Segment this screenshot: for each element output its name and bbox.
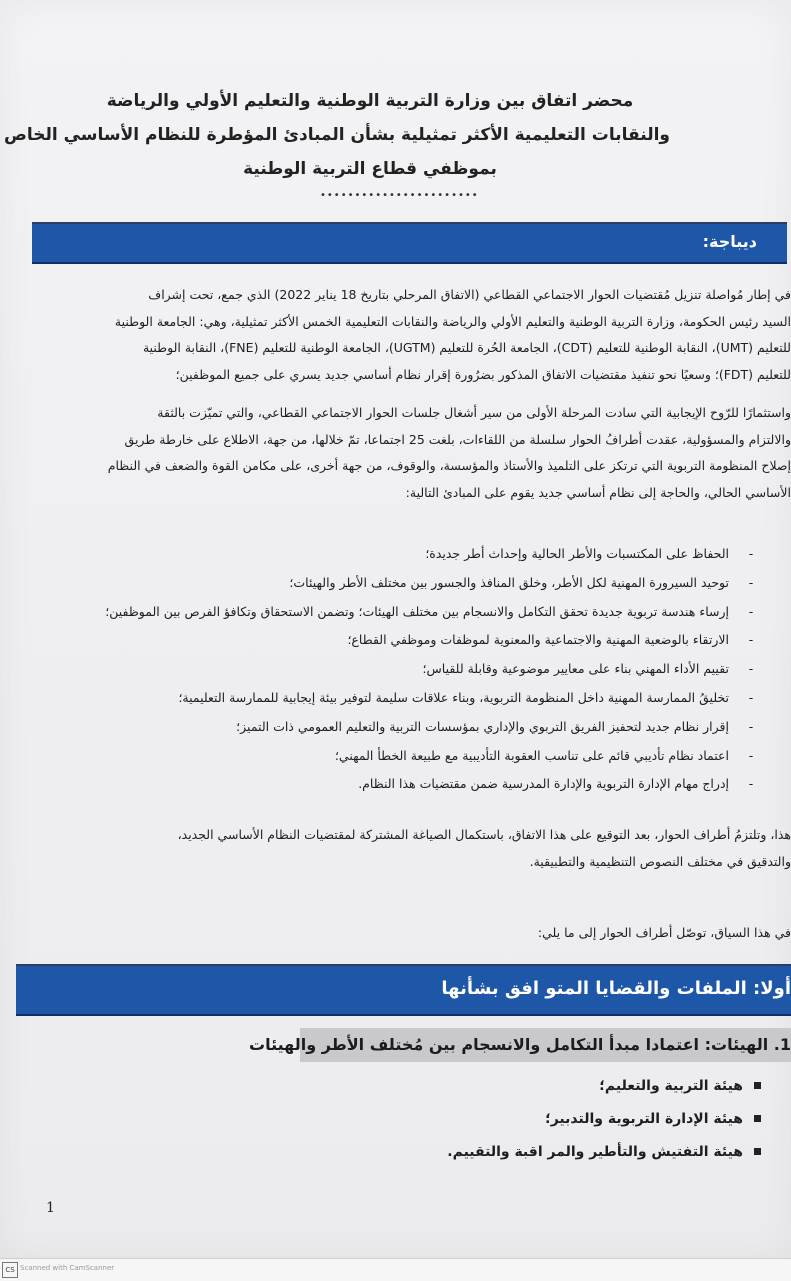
list-item xyxy=(30,655,761,684)
bullet-dash: - xyxy=(748,661,754,677)
section-1-heading: أولا: الملفات والقضايا المتو افق بشأنها xyxy=(441,978,791,999)
list-item xyxy=(400,1136,761,1169)
section-1-bar xyxy=(16,964,791,1016)
principle-text: إرساء هندسة تربوية جديدة تحقق التكامل والانسجام بين مختلف الهيئات؛ وتضمن الاستحقاق وتكافؤ الفرص بين الموظفين؛ xyxy=(105,603,729,619)
list-item xyxy=(30,770,761,799)
paragraph-line: السيد رئيس الحكومة، وزارة التربية الوطنية والتعليم الأولي والرياضة والنقابات التعليمية الخمس الأكثر تمثيلية، وهي: الجامعة الوطنية xyxy=(114,313,791,329)
list-item xyxy=(30,540,761,569)
principle-text: إقرار نظام جديد لتحفيز الفريق التربوي والإداري بمؤسسات التربية والتعليم العمومي ذات التميز؛ xyxy=(236,718,729,734)
principle-text: تقييم الأداء المهني بناء على معايير موضوعية وقابلة للقياس؛ xyxy=(422,661,729,677)
paragraph-line: للتعليم (UMT)، النقابة الوطنية للتعليم (CDT)، الجامعة الحُرة للتعليم (UGTM)، الجامعة الوطنية للتعليم (FNE)، النقابة الوطنية xyxy=(142,340,791,355)
body-text: هيئة التفتيش والتأطير والمر اقبة والتقييم. xyxy=(447,1144,743,1160)
principle-text: الحفاظ على المكتسبات والأطر الحالية وإحداث أطر جديدة؛ xyxy=(425,546,729,561)
list-item xyxy=(30,626,761,655)
list-item xyxy=(400,1103,761,1136)
list-item xyxy=(400,1070,761,1103)
camscanner-logo-icon: CS xyxy=(2,1262,18,1278)
document-title xyxy=(3,84,670,186)
bullet-dash: - xyxy=(748,546,754,561)
principle-text: اعتماد نظام تأديبي قائم على تناسب العقوبة التأديبية مع طبيعة الخطأ المهني؛ xyxy=(334,747,729,763)
bullet-dash: - xyxy=(748,776,754,792)
list-item xyxy=(30,713,761,742)
list-item xyxy=(30,742,761,771)
subsection-highlight xyxy=(249,1028,791,1062)
bullet-dash: - xyxy=(748,632,754,648)
title-line-2: والنقابات التعليمية الأكثر تمثيلية بشأن المبادئ المؤطرة للنظام الأساسي الخاص xyxy=(3,125,670,145)
paragraph-line: هذا، وتلتزمُ أطراف الحوار، بعد التوقيع على هذا الاتفاق، باستكمال الصياغة المشتركة لمقتضيات النظام الأساسي الجديد، xyxy=(177,827,791,842)
page-number: 1 xyxy=(46,1200,55,1216)
principle-text: إدراج مهام الإدارة التربوية والإدارة المدرسية ضمن مقتضيات هذا النظام. xyxy=(358,776,729,792)
paragraph-line: والالتزام والمسؤولية، عقدت أطرافُ الحوار سلسلة من اللقاءات، بلغت 25 اجتماعا، تمّ خلالها، من جهة، الاطلاع على خارطة طريق xyxy=(124,431,791,447)
paragraph-line: والتدقيق في مختلف النصوص التنظيمية والتطبيقية. xyxy=(529,853,791,869)
bullet-dash: - xyxy=(748,603,754,619)
principle-text: الارتقاء بالوضعية المهنية والاجتماعية والمعنوية لموظفات وموظفي القطاع؛ xyxy=(347,632,729,648)
commitment-paragraph xyxy=(40,822,791,875)
bullet-dash: - xyxy=(748,747,754,763)
preamble-section-bar xyxy=(32,222,787,264)
paragraph-line: الأساسي الحالي، والحاجة إلى نظام أساسي جديد يقوم على المبادئ التالية: xyxy=(405,484,791,500)
bullet-dash: - xyxy=(748,574,754,590)
preamble-heading: ديباجة: xyxy=(702,232,757,251)
bullet-dash: - xyxy=(748,689,754,705)
body-text: هيئة الإدارة التربوية والتدبير؛ xyxy=(545,1111,743,1127)
title-separator: ••••••••••••••••••••••• xyxy=(320,190,479,201)
preamble-paragraph-2 xyxy=(30,400,791,506)
principle-text: توحيد السيرورة المهنية لكل الأطر، وخلق المنافذ والجسور بين مختلف الأطر والهيئات؛ xyxy=(289,574,729,590)
subsection-heading: 1. الهيئات: اعتمادا مبدأ التكامل والانسجام بين مُختلف الأطر والهيئات xyxy=(249,1035,791,1054)
title-line-1: محضر اتفاق بين وزارة التربية الوطنية والتعليم الأولي والرياضة xyxy=(106,91,634,111)
square-bullet-icon xyxy=(754,1082,761,1089)
principles-list xyxy=(30,540,761,799)
list-item xyxy=(30,684,761,713)
body-text: هيئة التربية والتعليم؛ xyxy=(599,1078,743,1094)
context-line: في هذا السياق، توصّل أطراف الحوار إلى ما يلي: xyxy=(537,925,791,940)
paragraph-line: في إطار مُواصلة تنزيل مُقتضيات الحوار الاجتماعي القطاعي (الاتفاق المرحلي بتاريخ 18 يناير 2022) الذي جمع، تحت إشراف xyxy=(148,287,791,302)
paragraph-line: إصلاح المنظومة التربوية التي ترتكز على التلميذ والأستاذ والمؤسسة، والوقوف، من جهة أخرى، على مكامن القوة والضعف في النظام xyxy=(107,458,791,473)
scanner-footer xyxy=(0,1258,791,1281)
preamble-paragraph-1 xyxy=(30,282,791,388)
principle-text: تخليقُ الممارسة المهنية داخل المنظومة التربوية، وبناء علاقات سليمة لتوفير بيئة إيجابية للممارسة التعليمية؛ xyxy=(178,689,729,705)
bullet-dash: - xyxy=(748,718,754,734)
scanner-caption: Scanned with CamScanner xyxy=(20,1264,115,1272)
square-bullet-icon xyxy=(754,1148,761,1155)
square-bullet-icon xyxy=(754,1115,761,1122)
title-line-3: بموظفي قطاع التربية الوطنية xyxy=(243,159,497,179)
bodies-list xyxy=(400,1070,761,1169)
paragraph-line: للتعليم (FDT)؛ وسعيًا نحو تنفيذ مقتضيات الاتفاق المذكور بضرُورة إقرار نظام أساسي جديد يسري على جميع الموظفين؛ xyxy=(175,366,791,382)
list-item xyxy=(30,598,761,627)
list-item xyxy=(30,569,761,598)
paragraph-line: واستثمارًا للرّوح الإيجابية التي سادت المرحلة الأولى من سير أشغال جلسات الحوار الاجتماعي القطاعي، والتي تميّزت بالثقة xyxy=(157,405,791,420)
